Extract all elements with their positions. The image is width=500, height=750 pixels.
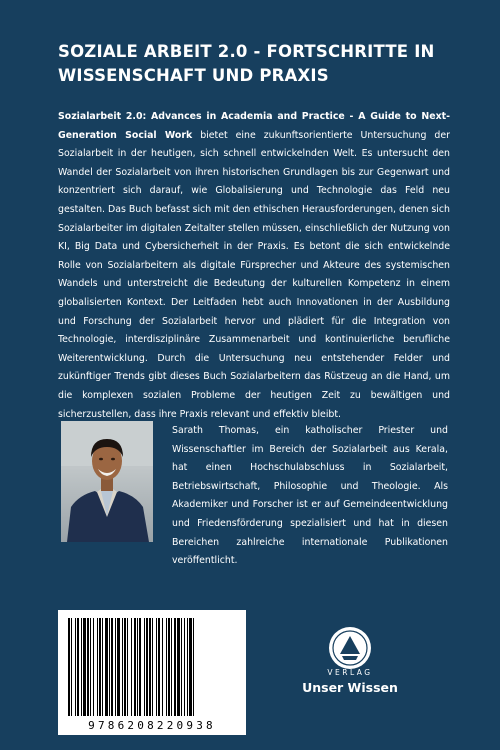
author-photo [61, 421, 153, 542]
publisher-verlag: VERLAG [327, 668, 373, 677]
description-body: bietet eine zukunftsorientierte Untersuchung der Sozialarbeit in der heutigen, sich schnell entwickelnden Welt. Es untersucht den Wandel der Sozialarbeit von ihren historischen Grundlagen bis zur Gegenwart und konzentriert sich darauf, wie Globalisierung und Technologie das Feld neu gestalten. Das Buch befasst sich mit den ethischen Herausforderungen, denen sich Sozialarbeiter im digitalen Zeitalter stellen müssen, einschließlich der Nutzung von KI, Big Data und Cybersicherheit in der Praxis. Es betont die sich entwickelnde Rolle von Sozialarbeitern als digitale Fürsprecher und Akteure des systemischen Wandels und unterstreicht die Bedeutung der kulturellen Kompetenz in einem globalisierten Kontext. Der Leitfaden hebt auch Innovationen in der Ausbildung und Forschung der Sozialarbeit hervor und plädiert für die Integration von Technologie, interdisziplinäre Zusammenarbeit und kontinuierliche berufliche Weiterentwicklung. Durch die Untersuchung neu entstehender Felder und zukünftiger Trends gibt dieses Buch Sozialarbeitern das Rüstzeug an die Hand, um die komplexen sozialen Probleme der heutigen Zeit zu bewältigen und sicherzustellen, dass ihre Praxis relevant und effektiv bleibt. [58, 129, 450, 420]
barcode-bars [66, 618, 238, 716]
publisher-name: Unser Wissen [302, 680, 398, 695]
barcode [58, 610, 246, 735]
author-bio: Sarath Thomas, ein katholischer Priester und Wissenschaftler im Bereich der Sozialarbeit aus Kerala, hat einen Hochschulabschluss in Sozialarbeit, Betriebswirtschaft, Philosophie und Theologie. Als Akademiker und Forscher ist er auf Gemeindeentwicklung und Friedensförderung spezialisiert und hat in diesen Bereichen zahlreiche internationale Publikationen veröffentlicht. [172, 425, 448, 567]
book-description [58, 108, 450, 424]
isbn-number: 9786208220938 [88, 719, 216, 732]
book-title: SOZIALE ARBEIT 2.0 - FORTSCHRITTE IN WISSENSCHAFT UND PRAXIS [58, 42, 435, 85]
description-lead: Sozialarbeit 2.0: Advances in Academia and Practice - A Guide to Next-Generation Social Work [58, 111, 450, 141]
